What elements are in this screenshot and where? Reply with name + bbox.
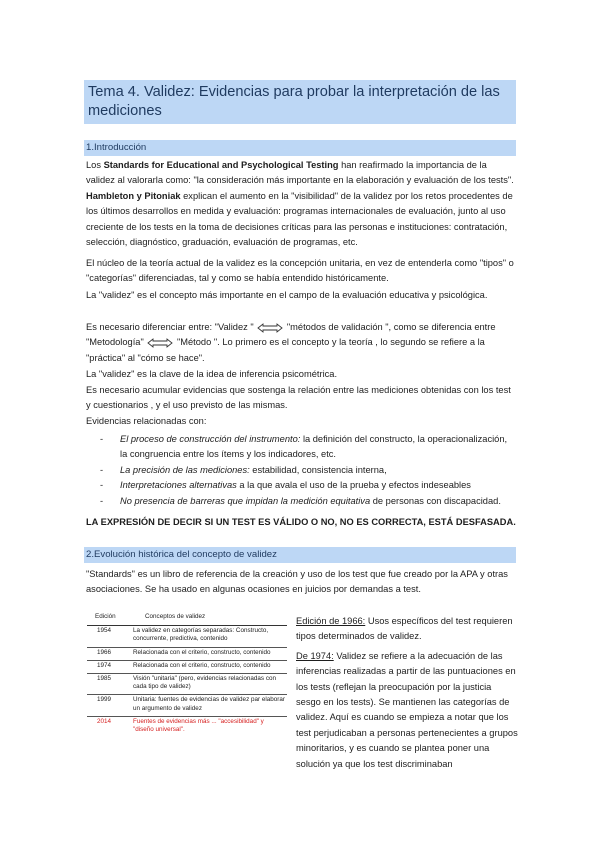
- paragraph-standards-libro: "Standards" es un libro de referencia de la creación y uso de los test que fue creado por la APA y otras asociaciones. Se ha usado en algunas ocasiones en juicios por demandas a test.: [86, 569, 508, 595]
- text-run: "métodos de validación ", como se diferencia entre "Metodología": [86, 322, 496, 348]
- paragraph-evidencias-intro: Evidencias relacionadas con:: [86, 416, 207, 426]
- italic-run: El proceso de construcción del instrumento:: [120, 434, 301, 444]
- italic-run: No presencia de barreras que impidan la medición equitativa: [120, 495, 371, 506]
- text-run: "Método ". Lo primero es el concepto y la teoría , lo segundo se refiere a la "práctica" al "cómo se hace".: [86, 337, 485, 363]
- list-dash: -: [100, 495, 104, 506]
- table-cell-year: 1999: [87, 695, 125, 716]
- table-cell-concept: Relacionada con el criterio, constructo, contenido: [125, 660, 287, 673]
- text-run: explican el aumento en la "visibilidad" de la validez por los retos procedentes de los últimos desarrollos en medida y evaluación: programas internacionales de evaluación, junto al uso creciente de los tests en la toma de decisiones críticas para las personas e instituciones: contratación, selección, diagnóstico, graduación, evaluación de programas, etc.: [86, 190, 513, 248]
- text-run: estabilidad, consistencia interna,: [249, 464, 387, 475]
- paragraph-standards: [86, 158, 516, 250]
- note-1974: [296, 649, 518, 772]
- list-item: [86, 432, 516, 463]
- conclusion-statement: LA EXPRESIÓN DE DECIR SI UN TEST ES VÁLIDO O NO, NO ES CORRECTA, ESTÁ DESFASADA.: [86, 517, 516, 527]
- text-run: de personas con discapacidad.: [370, 495, 501, 506]
- table-row: [87, 626, 287, 647]
- double-arrow-icon: [147, 338, 173, 348]
- history-notes: [296, 614, 518, 772]
- text-run: han reafirmado la importancia de la validez al valorarla como: "la consideración más importante en la elaboración y evaluación de los tests".: [86, 160, 514, 186]
- double-arrow-icon: [257, 323, 283, 333]
- table-row: [87, 647, 287, 660]
- table-row: [87, 695, 287, 716]
- table-header-conceptos: Conceptos de validez: [125, 610, 287, 626]
- bold-run: Hambleton y Pitoniak: [86, 190, 181, 201]
- table-cell-concept: Unitaria: fuentes de evidencias de validez par elaborar un argumento de validez: [125, 695, 287, 716]
- table-cell-year: 1954: [87, 626, 125, 647]
- table-cell-year: 1966: [87, 647, 125, 660]
- bold-run: Standards for Educational and Psychological Testing: [103, 160, 339, 170]
- text-run: Los: [86, 160, 101, 170]
- page-title: Tema 4. Validez: Evidencias para probar la interpretación de las mediciones: [84, 80, 516, 124]
- table-header-edicion: Edición: [87, 610, 125, 626]
- validity-editions-table: [87, 610, 287, 737]
- table-cell-year: 1974: [87, 660, 125, 673]
- paragraph-diferenciar: [86, 320, 516, 366]
- list-item: [86, 494, 516, 509]
- table-cell-concept: La validez en categorías separadas: Constructo, concurrente, predictiva, contenido: [125, 626, 287, 647]
- list-item: [86, 463, 516, 478]
- underlined-label: Edición de 1966:: [296, 616, 366, 626]
- underlined-label: De 1974:: [296, 650, 334, 661]
- text-run: a la que avala el uso de la prueba y efectos indeseables: [236, 480, 471, 491]
- text-run: la definición del constructo, la operacionalización, la congruencia entre los ítems y los indicadores, etc.: [120, 434, 508, 460]
- table-row: [87, 660, 287, 673]
- paragraph-acumular: Es necesario acumular evidencias que sostenga la relación entre las mediciones obtenidas con los test y cuestionarios , y el uso previsto de las mismas.: [86, 385, 511, 411]
- paragraph-inferencia: La "validez" es la clave de la idea de inferencia psicométrica.: [86, 369, 338, 379]
- section-heading-evolucion: 2.Evolución histórica del concepto de validez: [84, 547, 516, 563]
- table-row: [87, 674, 287, 695]
- evidence-list: [86, 432, 516, 509]
- table-cell-year: 1985: [87, 674, 125, 695]
- text-run: Es necesario diferenciar entre: "Validez ": [86, 322, 254, 332]
- list-dash: -: [100, 434, 104, 444]
- section-heading-introduccion: 1.Introducción: [84, 140, 516, 156]
- table-header-row: [87, 610, 287, 626]
- list-dash: -: [100, 480, 104, 491]
- text-run: Usos específicos del test requieren tipos determinados de validez.: [296, 616, 513, 642]
- table-cell-concept: Visión "unitaria" (pero, evidencias relacionadas con cada tipo de validez): [125, 674, 287, 695]
- italic-run: Interpretaciones alternativas: [120, 480, 237, 491]
- table-cell-concept: Fuentes de evidencias más ... "accesibilidad" y "diseño universal".: [133, 717, 264, 734]
- table-cell-year: 2014: [97, 717, 112, 725]
- paragraph-validez-concepto: La "validez" es el concepto más importante en el campo de la evaluación educativa y psicológica.: [86, 290, 488, 300]
- list-dash: -: [100, 464, 104, 475]
- table-cell-concept: Relacionada con el criterio, constructo, contenido: [125, 647, 287, 660]
- list-item: [86, 478, 516, 493]
- note-1966: [296, 614, 518, 645]
- italic-run: La precisión de las mediciones:: [120, 464, 250, 475]
- table-row: [87, 716, 287, 737]
- text-run: Validez se refiere a la adecuación de las inferencias realizadas a partir de las puntuaciones en los tests (reflejan la preocupación por la justicia sesgo en los tests). Se mantienen las categorías de validez. Aquí es cuando se empieza a notar que los test perjudicaban a personas pertenecientes a grupos minoritarios, y es cuando se plantea poner una solución ya que los test discriminaban: [296, 650, 518, 769]
- paragraph-nucleo: El núcleo de la teoría actual de la validez es la concepción unitaria, en vez de entenderla como "tipos" o "categorías" diferenciadas, tal y como se había entendido históricamente.: [86, 258, 514, 284]
